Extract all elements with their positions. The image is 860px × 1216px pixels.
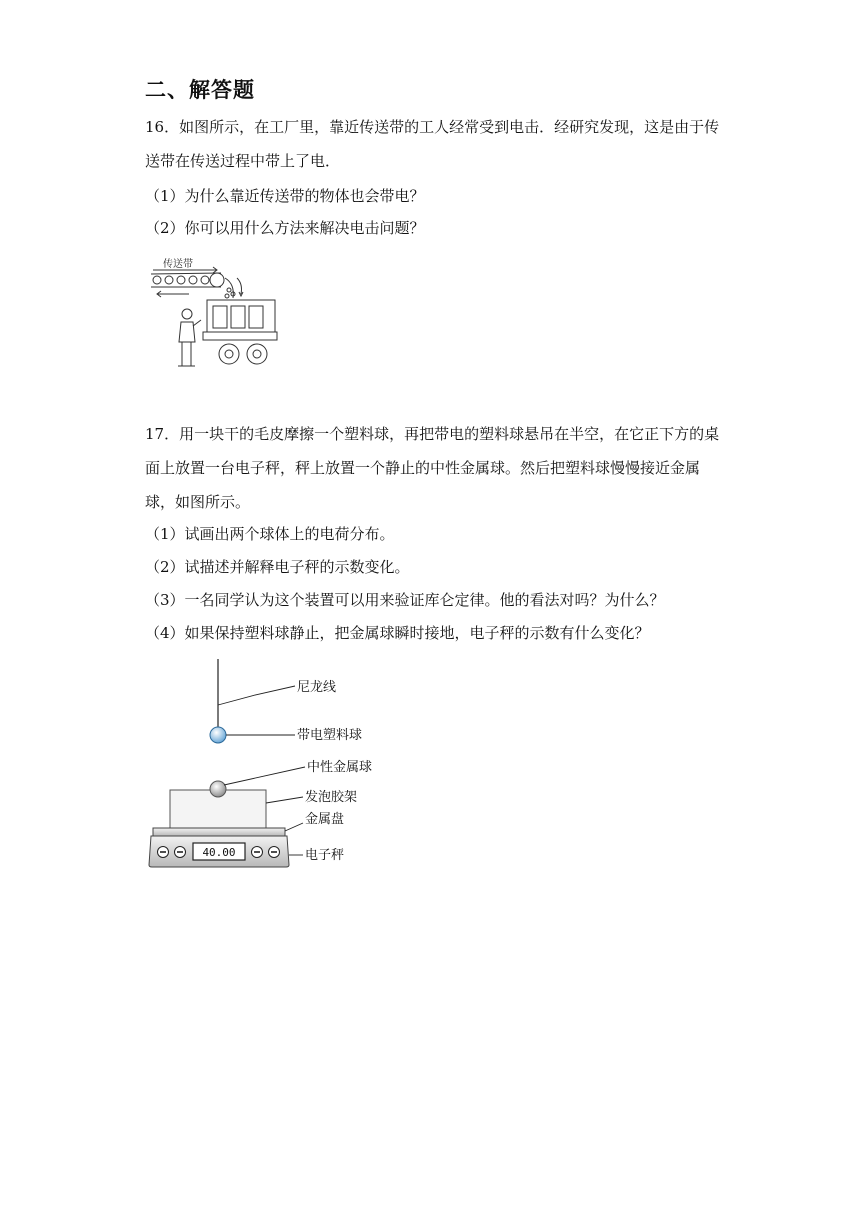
q17-part-3: （3）一名同学认为这个装置可以用来验证库仑定律。他的看法对吗？为什么？: [145, 591, 665, 609]
q16-part-2: （2）你可以用什么方法来解决电击问题？: [145, 219, 425, 237]
q17-part-2: （2）试描述并解释电子秤的示数变化。: [145, 558, 410, 576]
metal-ball: [210, 781, 226, 797]
label-foam-stand: 发泡胶架: [305, 790, 358, 805]
label-nylon-thread: 尼龙线: [297, 680, 337, 695]
q16-stem: 16．如图所示，在工厂里，靠近传送带的工人经常受到电击．经研究发现，这是由于传送带在传送过程中带上了电．: [145, 118, 720, 170]
q16-part-1: （1）为什么靠近传送带的物体也会带电？: [145, 187, 425, 205]
q17-stem: 17．用一块干的毛皮摩擦一个塑料球，再把带电的塑料球悬吊在半空，在它正下方的桌面上放置一台电子秤，秤上放置一个静止的中性金属球。然后把塑料球慢慢接近金属球，如图所示。: [145, 425, 720, 511]
q17-part-4: （4）如果保持塑料球静止，把金属球瞬时接地，电子秤的示数有什么变化？: [145, 624, 650, 642]
plastic-ball: [210, 727, 226, 743]
label-metal-ball: 中性金属球: [307, 760, 373, 775]
label-scale: 电子秤: [305, 848, 345, 863]
label-metal-plate: 金属盘: [305, 812, 345, 827]
section-title: 二、解答题: [145, 78, 255, 102]
q16-figure: [145, 254, 280, 370]
q17-part-1: （1）试画出两个球体上的电荷分布。: [145, 525, 395, 543]
q17-figure: [145, 655, 405, 875]
label-plastic-ball: 带电塑料球: [297, 728, 363, 743]
belt-label: 传送带: [163, 259, 193, 270]
metal-plate: [153, 828, 285, 836]
scale-reading: 40.00: [202, 846, 236, 859]
